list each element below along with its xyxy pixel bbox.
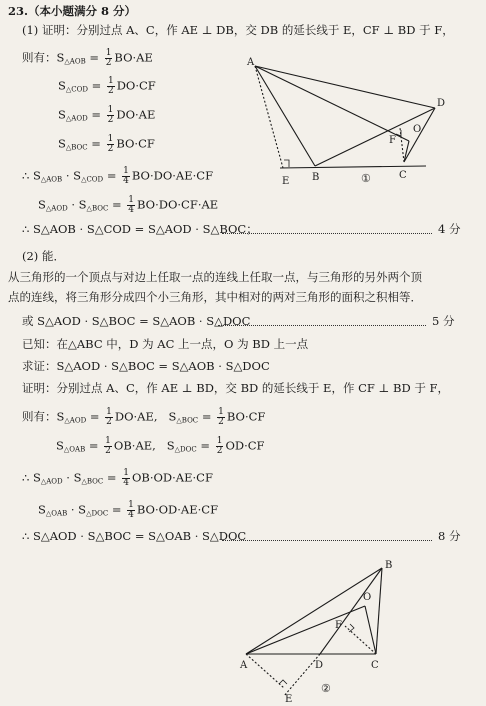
- segment-oc: [365, 606, 376, 654]
- figure-2: [232, 556, 412, 704]
- label-o: O: [413, 124, 422, 135]
- part1-product2: $S_{\triangle AOD} \cdot S_{\triangle BOC}$ = $\frac{1}{4}$ BO·DO·CF·AE: [38, 195, 219, 215]
- label-a: A: [240, 660, 248, 671]
- label-f: F: [389, 135, 396, 146]
- label-e: E: [285, 694, 293, 704]
- part2-prove: 求证：S△AOD · S△BOC = S△AOB · S△DOC: [22, 359, 270, 373]
- label-d: D: [315, 660, 324, 671]
- perp-ae: [255, 66, 283, 168]
- part2-para1: 从三角形的一个顶点与对边上任取一点的连线上任取一点，与三角形的另外两个顶: [8, 270, 422, 284]
- part1-intro: (1) 证明：分别过点 A、C，作 AE ⊥ DB，交 DB 的延长线于 E，CF ⊥ BD 于 F，: [22, 23, 454, 37]
- figure-1: [238, 56, 460, 194]
- label-b: B: [312, 172, 320, 183]
- question-title: 23.（本小题满分 8 分）: [8, 4, 137, 18]
- right-angle-f: [349, 624, 354, 632]
- part2-given: 已知：在△ABC 中，D 为 AC 上一点，O 为 BD 上一点: [22, 337, 309, 351]
- segment-oc: [404, 141, 409, 162]
- perp-ae: [246, 654, 284, 688]
- part1-product1: ∴ $S_{\triangle AOB} \cdot S_{\triangle COD}$ = $\frac{1}{4}$ BO·DO·AE·CF: [22, 166, 214, 186]
- score-5: 5 分: [432, 314, 455, 328]
- segment-ad: [255, 66, 435, 108]
- dotted-leader: [218, 325, 426, 326]
- right-angle-e: [279, 680, 287, 684]
- part2-proof-intro: 证明：分别过点 A、C，作 AE ⊥ BD，交 BD 的延长线于 E，作 CF ⊥ BD 于 F，: [22, 381, 449, 395]
- segment-bd: [315, 108, 435, 166]
- perp-cf: [345, 626, 376, 654]
- part2-product1: ∴ $S_{\triangle AOD} \cdot S_{\triangle BOC}$ = $\frac{1}{4}$ OB·OD·AE·CF: [22, 468, 213, 488]
- score-4: 4 分: [438, 222, 461, 236]
- part1-eq-cod: $S_{\triangle COD}$ = $\frac{1}{2}$ DO·CF: [58, 76, 156, 96]
- segment-ab: [246, 568, 382, 654]
- segment-bc: [376, 568, 382, 654]
- label-e: E: [282, 176, 290, 187]
- part2-eq-row1: 则有：$S_{\triangle AOD}$ = $\frac{1}{2}$ DO·AE, $S_{\triangle BOC}$ = $\frac{1}{2}$ BO·CF: [22, 407, 266, 427]
- part2-para2: 点的连线，将三角形分成四个小三角形，其中相对的两对三角形的面积之积相等．: [8, 290, 422, 304]
- fraction-half: $\frac{1}{2}$: [105, 48, 112, 68]
- dotted-leader: [222, 233, 432, 234]
- label-o: O: [363, 592, 372, 603]
- part2-title: (2) 能．: [22, 249, 65, 263]
- segment-ao: [246, 606, 365, 654]
- part2-eq-row2: $S_{\triangle OAB}$ = $\frac{1}{2}$ OB·AE, $S_{\triangle DOC}$ = $\frac{1}{2}$ OD·CF: [56, 436, 265, 456]
- part1-eq-aod: $S_{\triangle AOD}$ = $\frac{1}{2}$ DO·AE: [58, 105, 156, 125]
- line-ec: [280, 166, 426, 168]
- part2-conclusion: ∴ S△AOD · S△BOC = S△OAB · S△DOC: [22, 529, 247, 543]
- label-a: A: [247, 57, 255, 68]
- label-d: D: [437, 98, 446, 109]
- part2-product2: $S_{\triangle OAB} \cdot S_{\triangle DOC}$ = $\frac{1}{4}$ BO·OD·AE·CF: [38, 500, 219, 520]
- part1-zeyou: 则有：$S_{\triangle AOB}$ = $\frac{1}{2}$ BO·AE: [22, 48, 153, 68]
- dotted-leader: [222, 540, 432, 541]
- part1-conclusion: ∴ S△AOB · S△COD = S△AOD · S△BOC；: [22, 222, 258, 236]
- part2-or-line: 或 S△AOD · S△BOC = S△AOB · S△DOC: [22, 314, 251, 328]
- part1-eq-boc: $S_{\triangle BOC}$ = $\frac{1}{2}$ BO·CF: [58, 134, 155, 154]
- figure-1-caption: ①: [361, 172, 371, 185]
- label-c: C: [399, 170, 407, 181]
- label-f: F: [335, 620, 342, 631]
- right-angle-e: [284, 160, 289, 167]
- label-c: C: [371, 660, 379, 671]
- label-b: B: [385, 560, 393, 571]
- score-8: 8 分: [438, 529, 461, 543]
- figure-2-caption: ②: [321, 682, 331, 695]
